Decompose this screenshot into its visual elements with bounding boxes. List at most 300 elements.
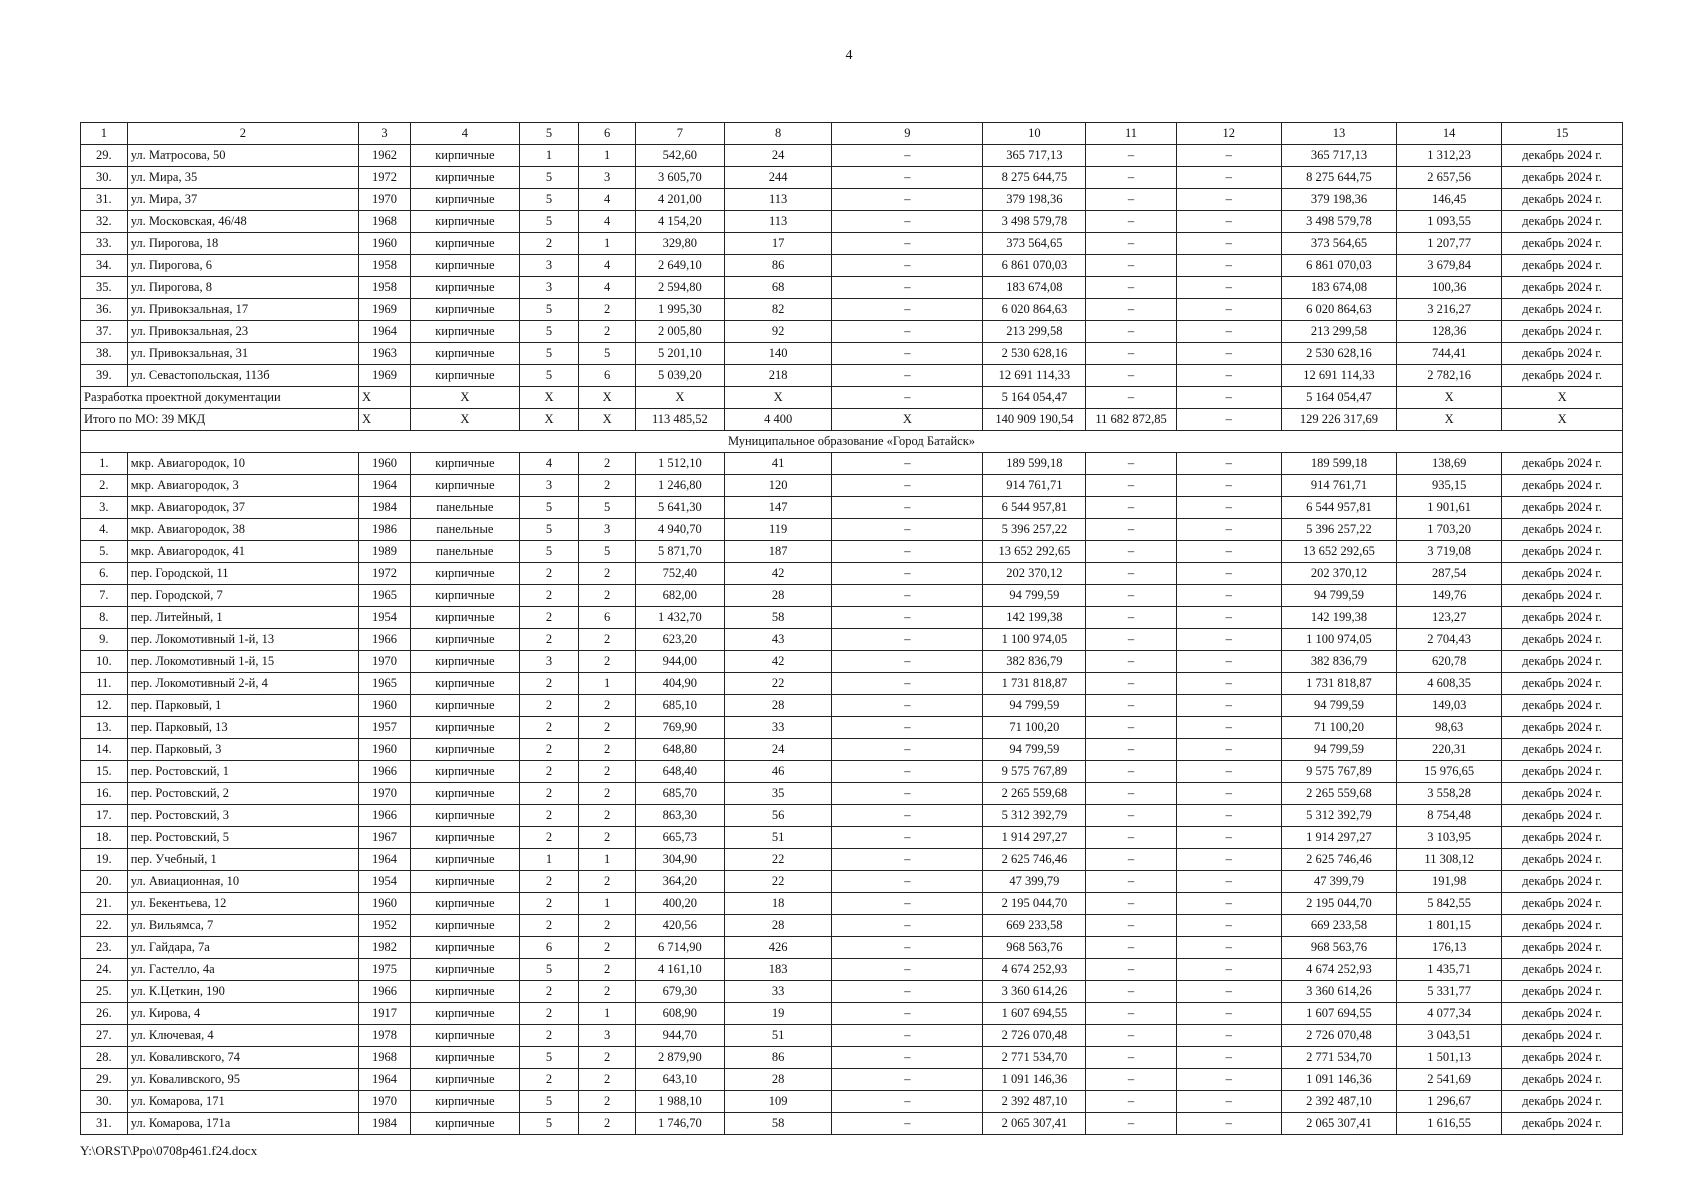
table-cell: 25.	[81, 981, 128, 1003]
table-cell: кирпичные	[411, 651, 520, 673]
table-cell: 2	[519, 827, 579, 849]
table-cell: 5	[519, 541, 579, 563]
table-row	[81, 299, 1623, 321]
table-cell: 100,36	[1397, 277, 1502, 299]
table-cell: 1970	[358, 651, 410, 673]
table-cell: 213 299,58	[983, 321, 1086, 343]
column-number-cell: 14	[1397, 123, 1502, 145]
table-cell: –	[1086, 255, 1176, 277]
table-cell: 2 530 628,16	[983, 343, 1086, 365]
table-cell: 4	[579, 277, 635, 299]
table-cell: 382 836,79	[983, 651, 1086, 673]
table-cell: 5	[519, 343, 579, 365]
table-cell: 28	[724, 695, 832, 717]
table-cell: –	[1176, 167, 1281, 189]
table-cell: ул. Ключевая, 4	[127, 1025, 358, 1047]
table-cell: 1972	[358, 167, 410, 189]
table-cell: 3	[579, 167, 635, 189]
table-cell: 669 233,58	[1281, 915, 1396, 937]
table-body	[81, 123, 1623, 1135]
table-cell: 2	[519, 761, 579, 783]
table-cell: 3 679,84	[1397, 255, 1502, 277]
table-cell: 2 704,43	[1397, 629, 1502, 651]
table-cell: X	[358, 409, 410, 431]
table-cell: кирпичные	[411, 827, 520, 849]
table-cell: 16.	[81, 783, 128, 805]
table-cell: 3	[579, 1025, 635, 1047]
table-cell: 3 216,27	[1397, 299, 1502, 321]
table-cell: 22	[724, 871, 832, 893]
table-cell: 1 731 818,87	[1281, 673, 1396, 695]
table-cell: 142 199,38	[1281, 607, 1396, 629]
table-cell: ул. Гайдара, 7а	[127, 937, 358, 959]
table-cell: –	[1086, 519, 1176, 541]
table-cell: –	[832, 629, 983, 651]
table-cell: X	[358, 387, 410, 409]
table-cell: 9 575 767,89	[1281, 761, 1396, 783]
table-cell: 9.	[81, 629, 128, 651]
table-cell: 5	[519, 1091, 579, 1113]
table-cell: кирпичные	[411, 673, 520, 695]
table-cell: ул. Бекентьева, 12	[127, 893, 358, 915]
table-cell: кирпичные	[411, 1091, 520, 1113]
table-cell: 183 674,08	[1281, 277, 1396, 299]
table-cell: –	[1176, 189, 1281, 211]
column-number-row	[81, 123, 1623, 145]
table-cell: –	[832, 761, 983, 783]
table-cell: 27.	[81, 1025, 128, 1047]
table-cell: кирпичные	[411, 761, 520, 783]
table-cell: 2	[579, 475, 635, 497]
table-cell: 8 275 644,75	[1281, 167, 1396, 189]
table-cell: 140	[724, 343, 832, 365]
table-cell: 3 043,51	[1397, 1025, 1502, 1047]
housing-table	[80, 122, 1623, 1135]
table-cell: 1	[579, 673, 635, 695]
table-cell: кирпичные	[411, 585, 520, 607]
table-cell: 22.	[81, 915, 128, 937]
table-cell: кирпичные	[411, 277, 520, 299]
table-cell: декабрь 2024 г.	[1502, 1025, 1623, 1047]
table-cell: 1 703,20	[1397, 519, 1502, 541]
table-cell: 6 544 957,81	[1281, 497, 1396, 519]
table-row	[81, 805, 1623, 827]
table-cell: 365 717,13	[983, 145, 1086, 167]
table-cell: 4 940,70	[635, 519, 724, 541]
table-cell: 944,00	[635, 651, 724, 673]
summary-row	[81, 387, 1623, 409]
table-cell: –	[1176, 937, 1281, 959]
table-cell: 3	[579, 519, 635, 541]
table-cell: 2	[579, 827, 635, 849]
table-cell: 41	[724, 453, 832, 475]
table-cell: декабрь 2024 г.	[1502, 761, 1623, 783]
page-number: 4	[845, 48, 853, 63]
table-cell: 4 400	[724, 409, 832, 431]
table-cell: –	[832, 277, 983, 299]
table-cell: декабрь 2024 г.	[1502, 805, 1623, 827]
table-cell: 1966	[358, 629, 410, 651]
table-cell: 29.	[81, 145, 128, 167]
table-cell: кирпичные	[411, 563, 520, 585]
table-cell: 1 607 694,55	[983, 1003, 1086, 1025]
table-cell: 33	[724, 981, 832, 1003]
table-cell: 2 265 559,68	[983, 783, 1086, 805]
table-cell: 2	[579, 739, 635, 761]
table-cell: 968 563,76	[1281, 937, 1396, 959]
table-cell: –	[1086, 651, 1176, 673]
table-cell: декабрь 2024 г.	[1502, 783, 1623, 805]
table-cell: 669 233,58	[983, 915, 1086, 937]
table-cell: 5 396 257,22	[1281, 519, 1396, 541]
table-cell: 43	[724, 629, 832, 651]
table-cell: 33	[724, 717, 832, 739]
table-cell: ул. Привокзальная, 31	[127, 343, 358, 365]
table-cell: –	[1176, 255, 1281, 277]
table-cell: 29.	[81, 1069, 128, 1091]
table-cell: –	[1086, 959, 1176, 981]
table-cell: 1972	[358, 563, 410, 585]
table-cell: –	[1176, 717, 1281, 739]
column-number-cell: 6	[579, 123, 635, 145]
table-cell: 863,30	[635, 805, 724, 827]
table-cell: 1 246,80	[635, 475, 724, 497]
table-cell: 2	[519, 915, 579, 937]
table-cell: –	[1176, 365, 1281, 387]
table-cell: –	[1176, 695, 1281, 717]
table-cell: –	[1176, 519, 1281, 541]
table-cell: –	[1176, 915, 1281, 937]
table-cell: пер. Литейный, 1	[127, 607, 358, 629]
table-cell: 1986	[358, 519, 410, 541]
table-row	[81, 365, 1623, 387]
table-cell: 1 091 146,36	[983, 1069, 1086, 1091]
table-cell: декабрь 2024 г.	[1502, 541, 1623, 563]
table-cell: 379 198,36	[983, 189, 1086, 211]
table-cell: –	[1086, 365, 1176, 387]
table-cell: 30.	[81, 1091, 128, 1113]
table-cell: –	[1086, 1069, 1176, 1091]
table-cell: 2	[519, 1003, 579, 1025]
table-cell: кирпичные	[411, 915, 520, 937]
table-cell: 94 799,59	[1281, 739, 1396, 761]
table-cell: 1 914 297,27	[983, 827, 1086, 849]
table-cell: 36.	[81, 299, 128, 321]
table-cell: –	[1176, 761, 1281, 783]
table-cell: –	[1086, 387, 1176, 409]
table-cell: 6 861 070,03	[1281, 255, 1396, 277]
table-cell: мкр. Авиагородок, 38	[127, 519, 358, 541]
table-cell: пер. Локомотивный 2-й, 4	[127, 673, 358, 695]
table-cell: –	[832, 189, 983, 211]
table-cell: –	[1086, 321, 1176, 343]
table-cell: 46	[724, 761, 832, 783]
table-cell: 2	[579, 453, 635, 475]
table-row	[81, 629, 1623, 651]
table-cell: –	[832, 1091, 983, 1113]
table-cell: 71 100,20	[983, 717, 1086, 739]
table-cell: 2	[519, 739, 579, 761]
table-cell: кирпичные	[411, 937, 520, 959]
table-cell: пер. Парковый, 1	[127, 695, 358, 717]
table-cell: –	[832, 541, 983, 563]
table-cell: декабрь 2024 г.	[1502, 321, 1623, 343]
table-cell: 8 754,48	[1397, 805, 1502, 827]
table-cell: кирпичные	[411, 739, 520, 761]
table-row	[81, 761, 1623, 783]
table-row	[81, 563, 1623, 585]
table-row	[81, 1025, 1623, 1047]
table-cell: 1964	[358, 475, 410, 497]
table-cell: –	[832, 497, 983, 519]
table-cell: 2	[579, 871, 635, 893]
table-cell: пер. Локомотивный 1-й, 15	[127, 651, 358, 673]
table-cell: 28	[724, 915, 832, 937]
table-cell: 2	[579, 321, 635, 343]
table-cell: 373 564,65	[983, 233, 1086, 255]
table-cell: 140 909 190,54	[983, 409, 1086, 431]
table-cell: X	[1397, 409, 1502, 431]
table-cell: –	[832, 145, 983, 167]
table-cell: декабрь 2024 г.	[1502, 827, 1623, 849]
table-cell: 2 594,80	[635, 277, 724, 299]
table-cell: 5	[519, 211, 579, 233]
table-cell: 2	[519, 673, 579, 695]
table-cell: декабрь 2024 г.	[1502, 365, 1623, 387]
table-cell: –	[1086, 827, 1176, 849]
table-cell: 82	[724, 299, 832, 321]
table-cell: 2	[519, 717, 579, 739]
table-cell: 2	[519, 783, 579, 805]
table-cell: –	[1086, 629, 1176, 651]
table-cell: X	[832, 409, 983, 431]
table-row	[81, 717, 1623, 739]
table-cell: –	[1176, 585, 1281, 607]
table-cell: X	[579, 409, 635, 431]
table-cell: –	[832, 365, 983, 387]
table-cell: 6	[579, 607, 635, 629]
table-cell: –	[832, 453, 983, 475]
table-cell: 2	[519, 695, 579, 717]
table-cell: кирпичные	[411, 1069, 520, 1091]
table-cell: 2 195 044,70	[983, 893, 1086, 915]
table-cell: 2 726 070,48	[983, 1025, 1086, 1047]
table-cell: 623,20	[635, 629, 724, 651]
table-cell: 685,10	[635, 695, 724, 717]
table-cell: –	[1176, 541, 1281, 563]
table-cell: –	[1176, 299, 1281, 321]
table-cell: 3 360 614,26	[983, 981, 1086, 1003]
table-cell: 364,20	[635, 871, 724, 893]
table-cell: 94 799,59	[1281, 695, 1396, 717]
table-cell: 379 198,36	[1281, 189, 1396, 211]
table-cell: кирпичные	[411, 695, 520, 717]
table-cell: 94 799,59	[1281, 585, 1396, 607]
table-row	[81, 145, 1623, 167]
column-number-cell: 3	[358, 123, 410, 145]
table-cell: 28.	[81, 1047, 128, 1069]
table-cell: 2	[579, 585, 635, 607]
table-cell: 5 871,70	[635, 541, 724, 563]
table-cell: –	[1176, 343, 1281, 365]
table-cell: 1 607 694,55	[1281, 1003, 1396, 1025]
table-cell: 2.	[81, 475, 128, 497]
table-cell: 2 771 534,70	[983, 1047, 1086, 1069]
table-cell: кирпичные	[411, 233, 520, 255]
table-cell: 1970	[358, 189, 410, 211]
table-cell: пер. Ростовский, 3	[127, 805, 358, 827]
table-cell: –	[1086, 673, 1176, 695]
table-cell: декабрь 2024 г.	[1502, 255, 1623, 277]
table-cell: кирпичные	[411, 871, 520, 893]
table-cell: –	[832, 1069, 983, 1091]
table-row	[81, 651, 1623, 673]
table-cell: ул. Севастопольская, 113б	[127, 365, 358, 387]
table-cell: 220,31	[1397, 739, 1502, 761]
table-cell: 2 265 559,68	[1281, 783, 1396, 805]
table-cell: 71 100,20	[1281, 717, 1396, 739]
table-cell: 86	[724, 255, 832, 277]
table-cell: 92	[724, 321, 832, 343]
table-cell: 1978	[358, 1025, 410, 1047]
table-cell: кирпичные	[411, 475, 520, 497]
table-cell: 3	[519, 475, 579, 497]
table-cell: 1960	[358, 695, 410, 717]
table-cell: 21.	[81, 893, 128, 915]
table-cell: пер. Парковый, 3	[127, 739, 358, 761]
table-cell: кирпичные	[411, 893, 520, 915]
table-cell: 128,36	[1397, 321, 1502, 343]
table-cell: 1 731 818,87	[983, 673, 1086, 695]
table-cell: 1.	[81, 453, 128, 475]
table-cell: 1966	[358, 761, 410, 783]
table-cell: декабрь 2024 г.	[1502, 233, 1623, 255]
table-cell: 608,90	[635, 1003, 724, 1025]
table-cell: 94 799,59	[983, 585, 1086, 607]
table-cell: 11.	[81, 673, 128, 695]
table-cell: –	[832, 299, 983, 321]
table-cell: 5	[519, 167, 579, 189]
footer-file-path: Y:\ORST\Ppo\0708p461.f24.docx	[80, 1143, 258, 1158]
table-cell: X	[411, 387, 520, 409]
table-cell: –	[1086, 783, 1176, 805]
table-cell: –	[1086, 167, 1176, 189]
table-cell: 149,03	[1397, 695, 1502, 717]
table-row	[81, 739, 1623, 761]
table-cell: 5 312 392,79	[1281, 805, 1396, 827]
table-cell: 51	[724, 827, 832, 849]
column-number-cell: 15	[1502, 123, 1623, 145]
table-cell: 744,41	[1397, 343, 1502, 365]
table-cell: 665,73	[635, 827, 724, 849]
table-cell: –	[1176, 871, 1281, 893]
table-cell: панельные	[411, 497, 520, 519]
table-cell: 1975	[358, 959, 410, 981]
table-cell: 2 005,80	[635, 321, 724, 343]
table-cell: декабрь 2024 г.	[1502, 607, 1623, 629]
table-cell: 35.	[81, 277, 128, 299]
table-cell: 2	[519, 607, 579, 629]
table-cell: –	[832, 915, 983, 937]
column-number-cell: 2	[127, 123, 358, 145]
column-number-cell: 11	[1086, 123, 1176, 145]
table-cell: 86	[724, 1047, 832, 1069]
table-row	[81, 959, 1623, 981]
table-cell: ул. Коваливского, 74	[127, 1047, 358, 1069]
table-cell: 648,80	[635, 739, 724, 761]
table-row	[81, 937, 1623, 959]
table-cell: 5 201,10	[635, 343, 724, 365]
table-cell: 404,90	[635, 673, 724, 695]
table-cell: ул. Комарова, 171а	[127, 1113, 358, 1135]
table-cell: 2	[579, 299, 635, 321]
table-cell: 24	[724, 145, 832, 167]
table-cell: ул. Привокзальная, 23	[127, 321, 358, 343]
table-cell: 1964	[358, 321, 410, 343]
table-cell: 94 799,59	[983, 695, 1086, 717]
table-cell: –	[1086, 541, 1176, 563]
table-cell: 2	[579, 1069, 635, 1091]
table-cell: 1960	[358, 233, 410, 255]
table-cell: 1964	[358, 849, 410, 871]
table-cell: 968 563,76	[983, 937, 1086, 959]
table-row	[81, 497, 1623, 519]
table-cell: 1964	[358, 1069, 410, 1091]
table-cell: 2	[579, 937, 635, 959]
table-cell: –	[1086, 1003, 1176, 1025]
table-cell: 1984	[358, 1113, 410, 1135]
table-cell: 15.	[81, 761, 128, 783]
table-cell: декабрь 2024 г.	[1502, 915, 1623, 937]
table-cell: декабрь 2024 г.	[1502, 937, 1623, 959]
table-cell: 213 299,58	[1281, 321, 1396, 343]
table-cell: 914 761,71	[1281, 475, 1396, 497]
table-cell: 1 207,77	[1397, 233, 1502, 255]
table-cell: 2	[579, 805, 635, 827]
table-cell: декабрь 2024 г.	[1502, 849, 1623, 871]
table-cell: ул. Московская, 46/48	[127, 211, 358, 233]
table-cell: декабрь 2024 г.	[1502, 189, 1623, 211]
table-cell: 1 435,71	[1397, 959, 1502, 981]
table-cell: декабрь 2024 г.	[1502, 211, 1623, 233]
table-cell: 2 065 307,41	[983, 1113, 1086, 1135]
table-cell: 20.	[81, 871, 128, 893]
table-row	[81, 1047, 1623, 1069]
table-cell: 176,13	[1397, 937, 1502, 959]
table-cell: 1970	[358, 783, 410, 805]
table-cell: 42	[724, 651, 832, 673]
table-cell: 1 296,67	[1397, 1091, 1502, 1113]
table-cell: –	[1086, 717, 1176, 739]
table-cell: 129 226 317,69	[1281, 409, 1396, 431]
table-cell: –	[1086, 915, 1176, 937]
table-cell: 26.	[81, 1003, 128, 1025]
table-cell: 1	[579, 145, 635, 167]
table-cell: декабрь 2024 г.	[1502, 1003, 1623, 1025]
table-row	[81, 1003, 1623, 1025]
table-row	[81, 827, 1623, 849]
table-cell: 5 842,55	[1397, 893, 1502, 915]
table-cell: 2	[579, 783, 635, 805]
table-cell: –	[1086, 453, 1176, 475]
table-cell: декабрь 2024 г.	[1502, 1069, 1623, 1091]
table-cell: 113	[724, 211, 832, 233]
table-cell: –	[1176, 849, 1281, 871]
table-cell: 1962	[358, 145, 410, 167]
table-cell: 287,54	[1397, 563, 1502, 585]
table-cell: 329,80	[635, 233, 724, 255]
table-cell: ул. Гастелло, 4а	[127, 959, 358, 981]
